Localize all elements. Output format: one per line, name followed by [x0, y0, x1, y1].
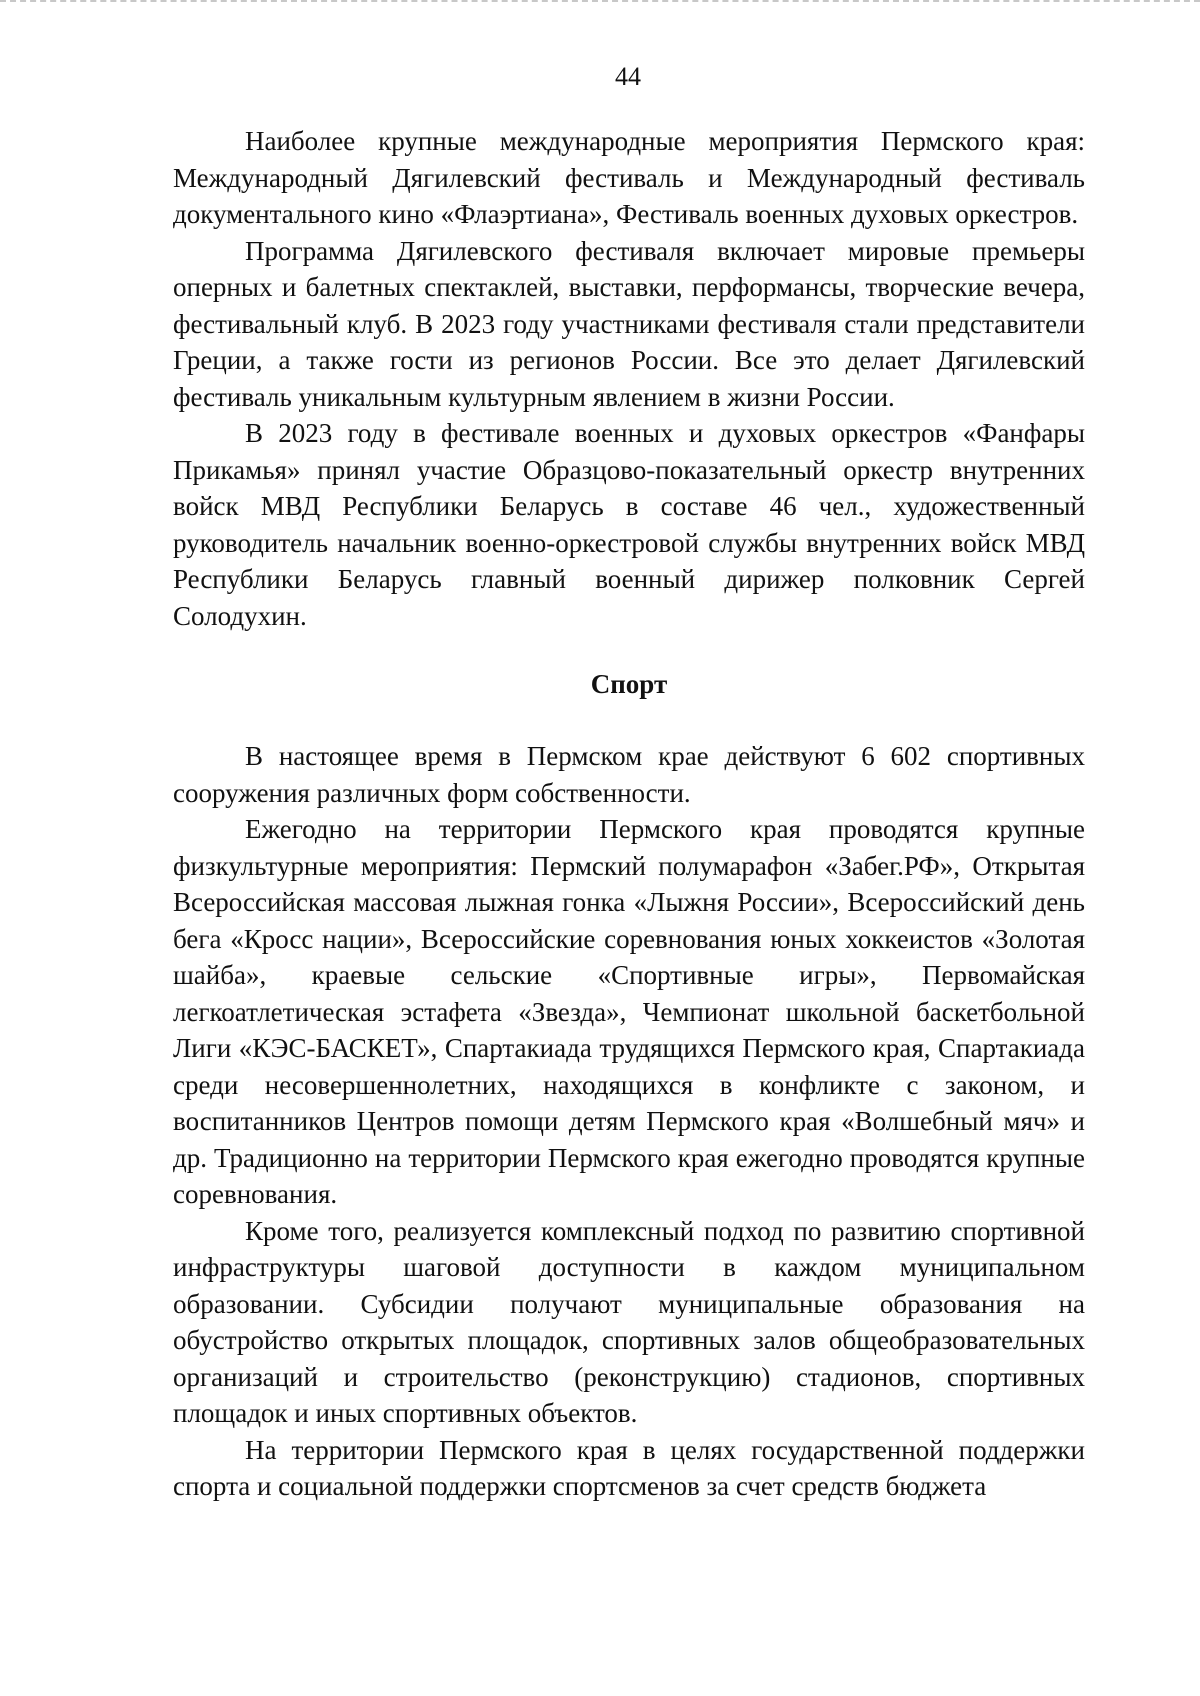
paragraph-sport-infrastructure: Кроме того, реализуется комплексный подход по развитию спортивной инфраструктуры шаговой доступности в каждом муниципальном образовании. Субсидии получают муниципальные образования на обустройство открытых площадок, спортивных залов общеобразовательных организаций и строительство (реконструкцию) стадионов, спортивных площадок и иных спортивных объектов.	[173, 1215, 1085, 1428]
paragraph-fanfares-prikamya: В 2023 году в фестивале военных и духовых оркестров «Фанфары Прикамья» принял участие Образцово-показательный оркестр внутренних войск МВД Республики Беларусь в составе 46 чел., художественный руководитель начальник военно-оркестровой службы внутренних войск МВД Республики Беларусь главный военный дирижер полковник Сергей Солодухин.	[173, 418, 1085, 631]
scan-top-edge	[0, 0, 1200, 4]
paragraph-state-support: На территории Пермского края в целях государственной поддержки спорта и социальной поддержки спортсменов за счет средств бюджета	[173, 1434, 1085, 1501]
paragraph-international-events: Наиболее крупные международные мероприятия Пермского края: Международный Дягилевский фестиваль и Международный фестиваль документального кино «Флаэртиана», Фестиваль военных духовых оркестров.	[173, 126, 1085, 229]
section-heading-sport: Спорт	[590, 669, 668, 699]
paragraph-sport-events: Ежегодно на территории Пермского края проводятся крупные физкультурные мероприятия: Пермский полумарафон «Забег.РФ», Открытая Всероссийская массовая лыжная гонка «Лыжня России», Всероссийский день бега «Кросс нации», Всероссийские соревнования юных хоккеистов «Золотая шайба», краевые сельские «Спортивные игры», Первомайская легкоатлетическая эстафета «Звезда», Чемпионат школьной баскетбольной Лиги «КЭС-БАСКЕТ», Спартакиада трудящихся Пермского края, Спартакиада среди несовершеннолетних, находящихся в конфликте с законом, и воспитанников Центров помощи детям Пермского края «Волшебный мяч» и др. Традиционно на территории Пермского края ежегодно проводятся крупные соревнования.	[173, 814, 1085, 1209]
document-body	[173, 123, 1085, 1505]
paragraph-diaghilev-festival: Программа Дягилевского фестиваля включает мировые премьеры оперных и балетных спектаклей, выставки, перформансы, творческие вечера, фестивальный клуб. В 2023 году участниками фестиваля стали представители Греции, а также гости из регионов России. Все это делает Дягилевский фестиваль уникальным культурным явлением в жизни России.	[173, 235, 1085, 412]
page-number: 44	[615, 62, 641, 91]
paragraph-sport-facilities: В настоящее время в Пермском крае действуют 6 602 спортивных сооружения различных форм собственности.	[173, 741, 1085, 808]
